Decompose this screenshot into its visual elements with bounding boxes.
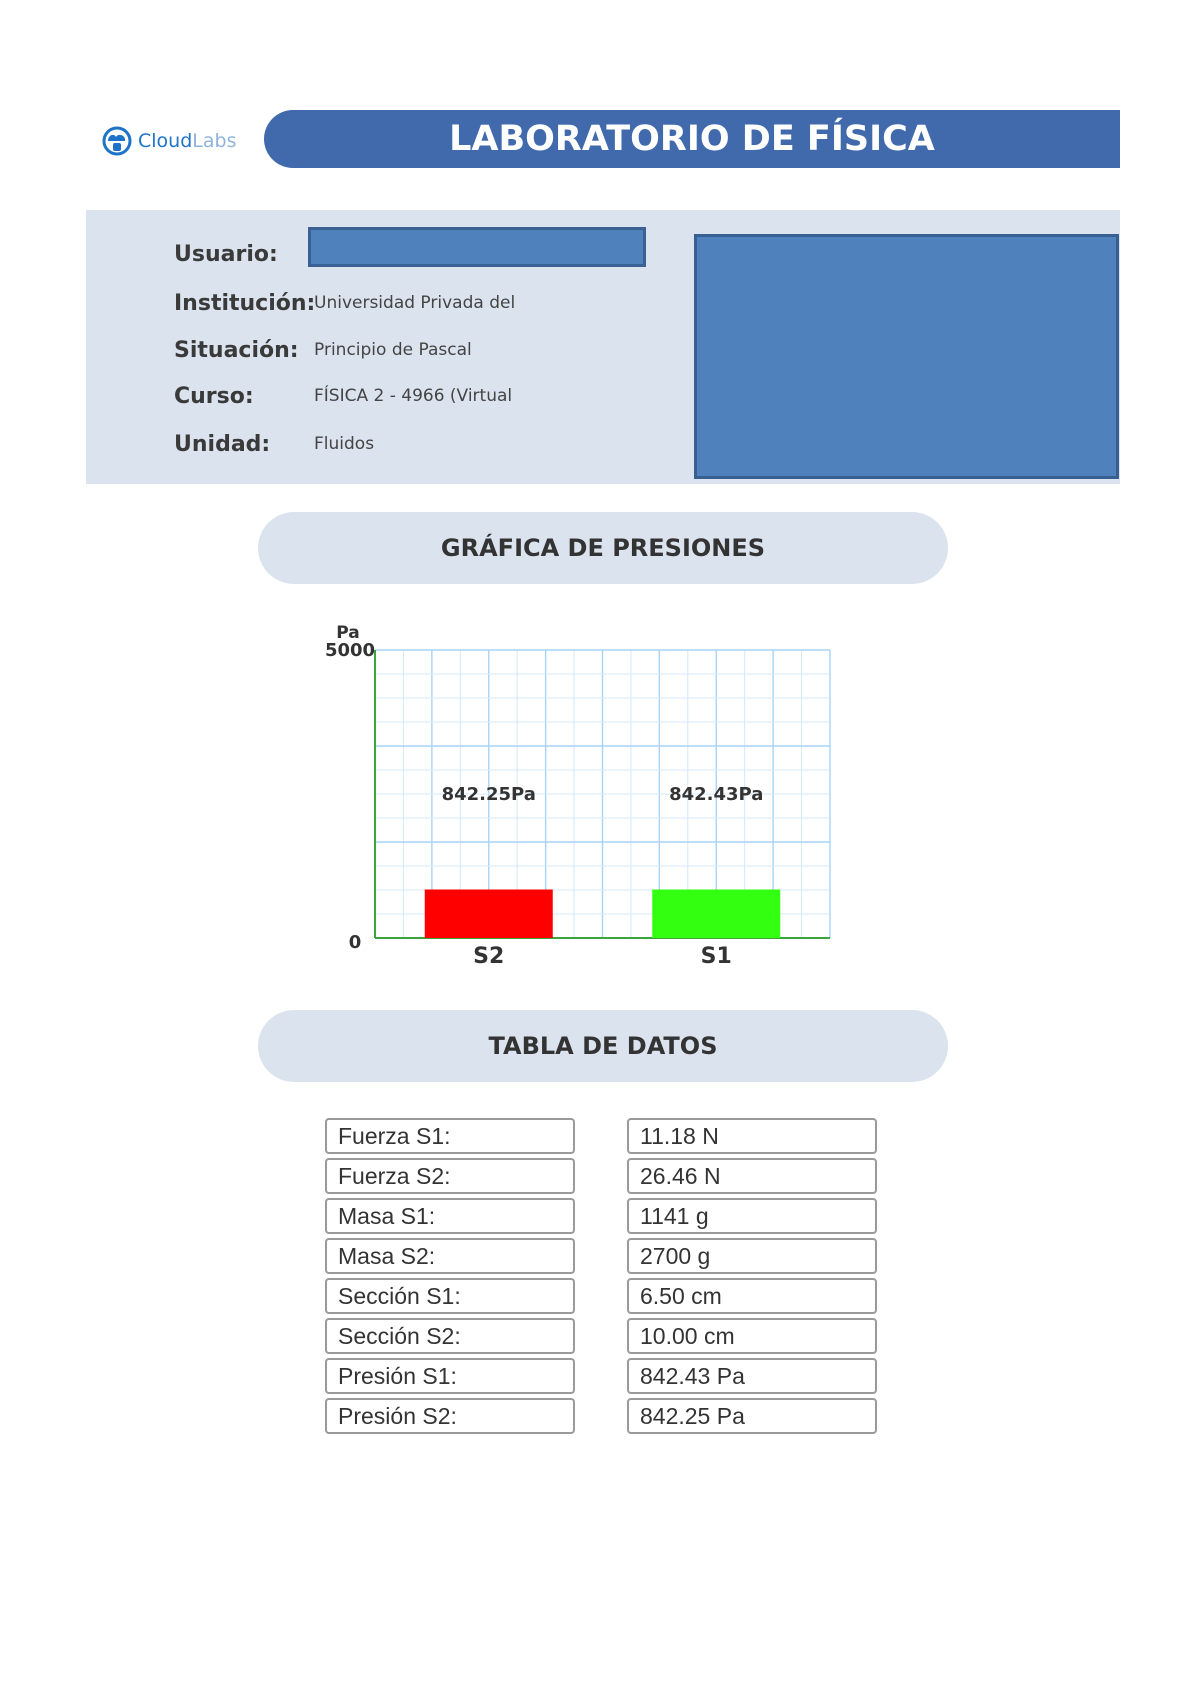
row-label: Fuerza S1: [325, 1118, 575, 1154]
cloud-globe-icon [100, 125, 134, 157]
row-value: 842.25 Pa [627, 1398, 877, 1434]
row-value: 842.43 Pa [627, 1358, 877, 1394]
bar-data-label: 842.25Pa [441, 784, 536, 805]
row-label: Presión S1: [325, 1358, 575, 1394]
table-row [325, 1318, 880, 1354]
photo-redacted [694, 234, 1119, 479]
curso-row [174, 379, 512, 413]
table-row [325, 1118, 880, 1154]
row-value: 6.50 cm [627, 1278, 877, 1314]
table-section-title: TABLA DE DATOS [258, 1010, 948, 1082]
bar-data-label: 842.43Pa [669, 784, 764, 805]
usuario-redacted-value [308, 227, 646, 267]
table-row [325, 1398, 880, 1434]
table-row [325, 1358, 880, 1394]
cloudlabs-logo [100, 120, 245, 162]
institucion-value: Universidad Privada del [314, 293, 516, 313]
row-value: 11.18 N [627, 1118, 877, 1154]
x-tick-label: S1 [700, 944, 732, 969]
unidad-row [174, 427, 374, 461]
table-row [325, 1158, 880, 1194]
chart-section-title: GRÁFICA DE PRESIONES [258, 512, 948, 584]
row-label: Sección S2: [325, 1318, 575, 1354]
row-value: 1141 g [627, 1198, 877, 1234]
row-value: 10.00 cm [627, 1318, 877, 1354]
y-axis-label: Pa [336, 623, 360, 643]
unidad-value: Fluidos [314, 434, 375, 454]
situacion-label: Situación: [174, 337, 299, 363]
usuario-label: Usuario: [174, 241, 278, 267]
curso-label: Curso: [174, 383, 254, 409]
y-tick-label: 5000 [324, 640, 376, 661]
bar-s2 [425, 889, 553, 938]
table-row [325, 1198, 880, 1234]
row-label: Masa S2: [325, 1238, 575, 1274]
bar-s1 [652, 889, 780, 938]
x-tick-label: S2 [473, 944, 505, 969]
situacion-row [174, 333, 472, 367]
usuario-row [174, 237, 314, 271]
pressure-chart [310, 610, 850, 980]
row-value: 2700 g [627, 1238, 877, 1274]
logo-text: CloudLabs [138, 130, 237, 152]
table-row [325, 1238, 880, 1274]
table-row [325, 1278, 880, 1314]
page-title: LABORATORIO DE FÍSICA [264, 110, 1120, 168]
row-label: Presión S2: [325, 1398, 575, 1434]
curso-value: FÍSICA 2 - 4966 (Virtual [314, 386, 513, 406]
row-label: Fuerza S2: [325, 1158, 575, 1194]
unidad-label: Unidad: [174, 431, 271, 457]
row-label: Sección S1: [325, 1278, 575, 1314]
institucion-label: Institución: [174, 290, 316, 316]
row-value: 26.46 N [627, 1158, 877, 1194]
situacion-value: Principio de Pascal [314, 340, 472, 360]
institucion-row [174, 286, 515, 320]
y-tick-label: 0 [348, 932, 362, 953]
row-label: Masa S1: [325, 1198, 575, 1234]
